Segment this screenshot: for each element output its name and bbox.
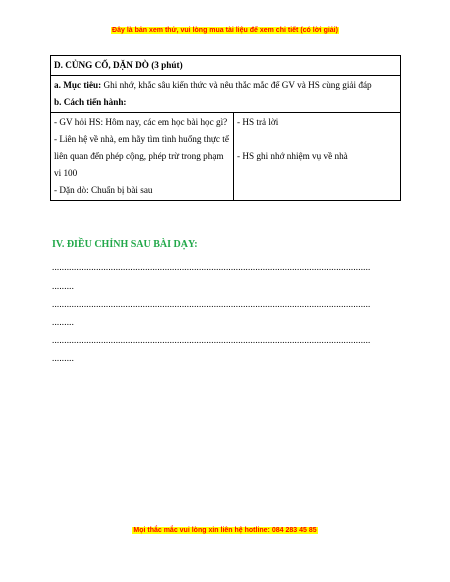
lesson-table bbox=[50, 55, 401, 201]
hotline-notice: Mọi thắc mắc vui lòng xin liên hệ hotline: 084 283 45 85 bbox=[133, 527, 317, 534]
teacher-step: - Liên hệ về nhà, em hãy tìm tình huống thực tế liên quan đến phép cộng, phép trừ trong phạm vi 100 bbox=[54, 134, 229, 178]
dotted-line-short: ......... bbox=[52, 281, 75, 291]
objective-text: Ghi nhớ, khắc sâu kiến thức và nêu thắc mắc để GV và HS cùng giải đáp bbox=[101, 80, 372, 90]
section-iv-title: IV. ĐIỀU CHỈNH SAU BÀI DẠY: bbox=[52, 239, 198, 250]
section-d-title: D. CỦNG CỐ, DẶN DÒ (3 phút) bbox=[51, 56, 401, 76]
dotted-line-short: ......... bbox=[52, 317, 75, 327]
teacher-step: - Dặn dò: Chuẩn bị bài sau bbox=[54, 185, 153, 195]
student-activities bbox=[234, 113, 401, 201]
objective-label: a. Mục tiêu: bbox=[54, 80, 102, 90]
dotted-line: .................................................................................................................................. bbox=[52, 299, 371, 309]
student-step: - HS trả lời bbox=[237, 117, 279, 127]
teacher-step: - GV hỏi HS: Hôm nay, các em học bài học gì? bbox=[54, 117, 228, 127]
preview-notice: Đây là bản xem thử, vui lòng mua tài liệu để xem chi tiết (có lời giải) bbox=[112, 27, 338, 34]
dotted-line: .................................................................................................................................. bbox=[52, 335, 371, 345]
dotted-line-short: ......... bbox=[52, 353, 75, 363]
dotted-line: .................................................................................................................................. bbox=[52, 262, 371, 272]
student-step: - HS ghi nhớ nhiệm vụ về nhà bbox=[237, 151, 348, 161]
teacher-activities bbox=[51, 113, 234, 201]
objective-cell bbox=[51, 76, 401, 113]
procedure-label: b. Cách tiến hành: bbox=[54, 97, 127, 107]
